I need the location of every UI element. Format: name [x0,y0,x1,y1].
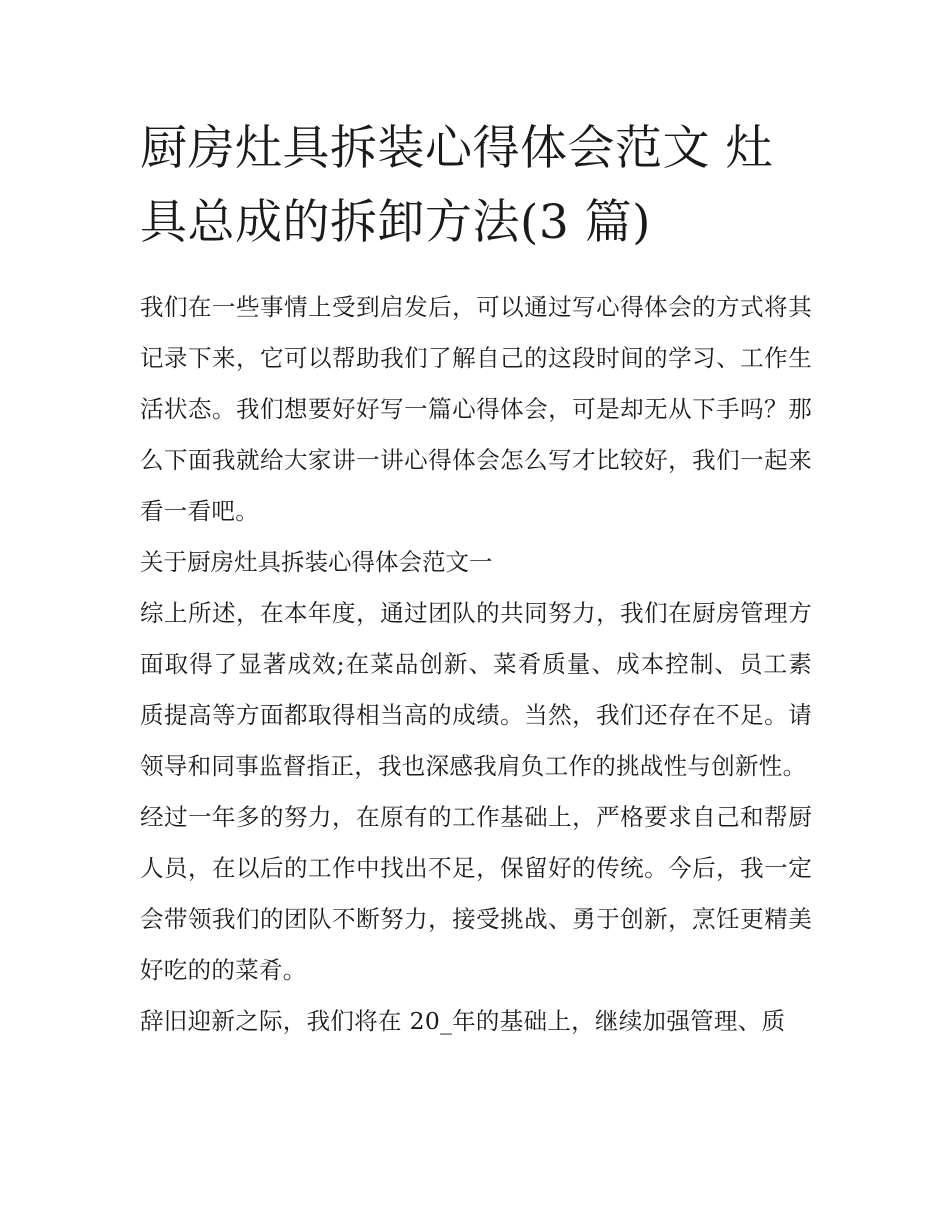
document-body [140,282,812,1047]
body-paragraph-3: 辞旧迎新之际，我们将在 20_年的基础上，继续加强管理、质 [140,1007,786,1035]
body-paragraph-1: 综上所述，在本年度，通过团队的共同努力，我们在厨房管理方面取得了显著成效;在菜品创新、菜肴质量、成本控制、员工素质提高等方面都取得相当高的成绩。当然，我们还存在不足。请领导和同事监督指正，我也深感我肩负工作的挑战性与创新性。 [140,599,812,780]
intro-paragraph: 我们在一些事情上受到启发后，可以通过写心得体会的方式将其记录下来，它可以帮助我们了解自己的这段时间的学习、工作生活状态。我们想要好好写一篇心得体会，可是却无从下手吗？那么下面我就给大家讲一讲心得体会怎么写才比较好，我们一起来看一看吧。 [140,293,812,525]
document-title: 厨房灶具拆装心得体会范文 灶具总成的拆卸方法(3 篇) [140,121,773,250]
section-heading: 关于厨房灶具拆装心得体会范文一 [140,548,493,576]
body-paragraph-2: 经过一年多的努力，在原有的工作基础上，严格要求自己和帮厨人员，在以后的工作中找出不足，保留好的传统。今后，我一定会带领我们的团队不断努力，接受挑战、勇于创新，烹饪更精美好吃的的菜肴。 [140,803,812,984]
document-page [140,112,812,1047]
